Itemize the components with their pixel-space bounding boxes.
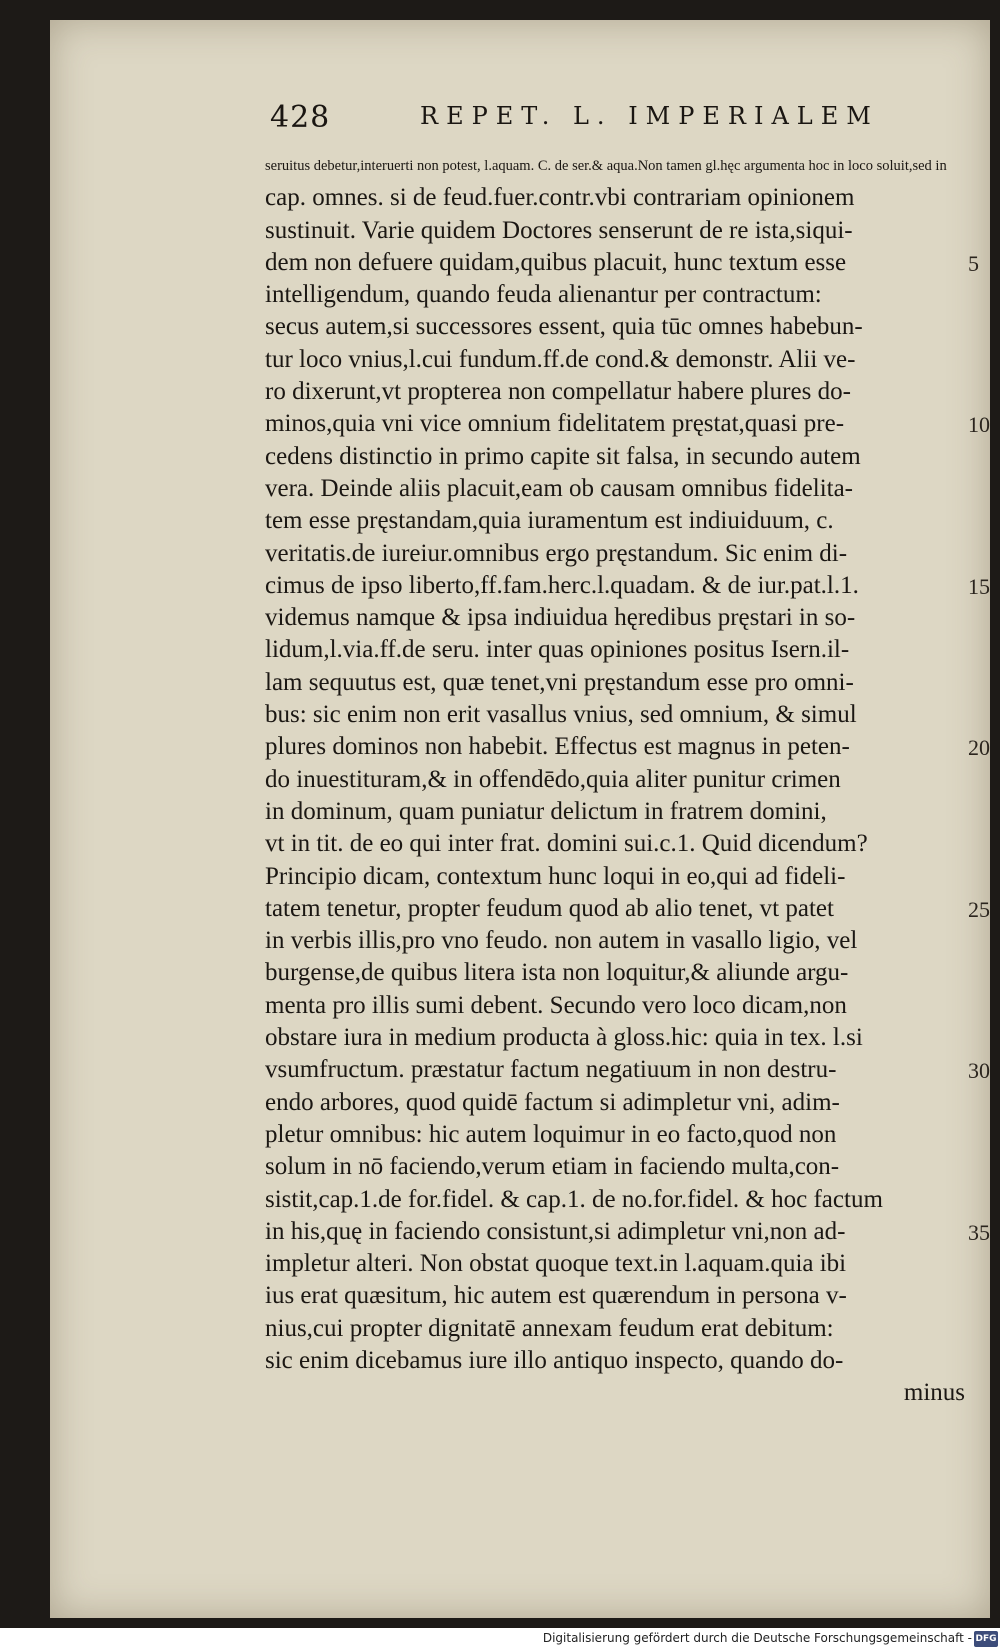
text-line: secus autem,si successores essent, quia tūc omnes habebun- bbox=[265, 313, 863, 341]
text-line: minos,quia vni vice omnium fidelitatem pręstat,quasi pre- bbox=[265, 410, 845, 438]
text-line: menta pro illis sumi debent. Secundo vero loco dicam,non bbox=[265, 991, 847, 1019]
text-line: cimus de ipso liberto,ff.fam.herc.l.quadam. & de iur.pat.l.1. bbox=[265, 571, 859, 599]
text-line: minus bbox=[903, 1379, 965, 1407]
text-line: lam sequutus est, quæ tenet,vni pręstandum esse pro omni- bbox=[265, 668, 854, 696]
text-line: veritatis.de iureiur.omnibus ergo pręstandum. Sic enim di- bbox=[265, 539, 848, 567]
margin-number: 30 bbox=[968, 1058, 990, 1084]
text-line: impletur alteri. Non obstat quoque text.in l.aquam.quia ibi bbox=[265, 1250, 847, 1278]
text-line: obstare iura in medium producta à gloss.hic: quia in tex. l.si bbox=[265, 1024, 863, 1052]
page-number: 428 bbox=[270, 100, 331, 135]
text-line: sic enim dicebamus iure illo antiquo inspecto, quando do- bbox=[265, 1346, 844, 1374]
text-line: cap. omnes. si de feud.fuer.contr.vbi contrariam opinionem bbox=[265, 184, 855, 212]
text-line: burgense,de quibus litera ista non loquitur,& aliunde argu- bbox=[265, 959, 849, 987]
text-line: ro dixerunt,vt propterea non compellatur habere plures do- bbox=[265, 378, 851, 406]
dfg-logo: DFG bbox=[974, 1631, 998, 1647]
text-line: dem non defuere quidam,quibus placuit, hunc textum esse bbox=[265, 248, 847, 276]
text-line: plures dominos non habebit. Effectus est magnus in peten- bbox=[265, 733, 850, 761]
margin-number: 20 bbox=[968, 735, 990, 761]
text-line: tur loco vnius,l.cui fundum.ff.de cond.& demonstr. Alii ve- bbox=[265, 345, 856, 373]
text-line: in dominum, quam puniatur delictum in fratrem domini, bbox=[265, 797, 827, 825]
body-text bbox=[265, 150, 965, 1410]
text-line: sustinuit. Varie quidem Doctores senserunt de re ista,siqui- bbox=[265, 216, 853, 244]
text-line: Principio dicam, contextum hunc loqui in eo,qui ad fideli- bbox=[265, 862, 846, 890]
margin-number: 15 bbox=[968, 573, 990, 599]
margin-number: 10 bbox=[968, 412, 990, 438]
text-line: bus: sic enim non erit vasallus vnius, sed omnium, & simul bbox=[265, 701, 857, 729]
page-header bbox=[270, 100, 910, 140]
text-line: vt in tit. de eo qui inter frat. domini sui.c.1. Quid dicendum? bbox=[265, 830, 868, 858]
text-line: endo arbores, quod quidē factum si adimpletur vni, adim- bbox=[265, 1088, 840, 1116]
text-line: videmus namque & ipsa indiuidua hęredibus pręstari in so- bbox=[265, 604, 856, 632]
text-line: lidum,l.via.ff.de seru. inter quas opiniones positus Isern.il- bbox=[265, 636, 850, 664]
text-line: ius erat quæsitum, hic autem est quærendum in persona v- bbox=[265, 1282, 847, 1310]
book-page bbox=[50, 20, 990, 1618]
text-line: solum in nō faciendo,verum etiam in faciendo multa,con- bbox=[265, 1153, 840, 1181]
text-line: cedens distinctio in primo capite sit falsa, in secundo autem bbox=[265, 442, 861, 470]
text-line: sistit,cap.1.de for.fidel. & cap.1. de no.for.fidel. & hoc factum bbox=[265, 1185, 883, 1213]
margin-number: 35 bbox=[968, 1219, 990, 1245]
text-line: intelligendum, quando feuda alienantur per contractum: bbox=[265, 281, 822, 309]
text-line: in his,quę in faciendo consistunt,si adimpletur vni,non ad- bbox=[265, 1217, 846, 1245]
footer-bar bbox=[0, 1628, 1000, 1651]
margin-number: 5 bbox=[968, 250, 979, 276]
text-line: in verbis illis,pro vno feudo. non autem in vasallo ligio, vel bbox=[265, 927, 858, 955]
margin-number: 25 bbox=[968, 896, 990, 922]
text-line: nius,cui propter dignitatē annexam feudum erat debitum: bbox=[265, 1314, 834, 1342]
text-line: vsumfructum. præstatur factum negatiuum in non destru- bbox=[265, 1056, 837, 1084]
text-line: do inuestituram,& in offendēdo,quia aliter punitur crimen bbox=[265, 765, 841, 793]
text-line: seruitus debetur,interuerti non potest, l.aquam. C. de ser.& aqua.Non tamen gl.hęc argumenta hoc in loco soluit,sed in bbox=[265, 158, 947, 174]
running-title: REPET. L. IMPERIALEM bbox=[420, 102, 879, 130]
footer-credit: Digitalisierung gefördert durch die Deutsche Forschungsgemeinschaft - bbox=[542, 1631, 972, 1645]
text-line: vera. Deinde aliis placuit,eam ob causam omnibus fidelita- bbox=[265, 474, 854, 502]
text-line: pletur omnibus: hic autem loquimur in eo facto,quod non bbox=[265, 1120, 837, 1148]
text-line: tatem tenetur, propter feudum quod ab alio tenet, vt patet bbox=[265, 894, 834, 922]
text-line: tem esse pręstandam,quia iuramentum est indiuiduum, c. bbox=[265, 507, 834, 535]
